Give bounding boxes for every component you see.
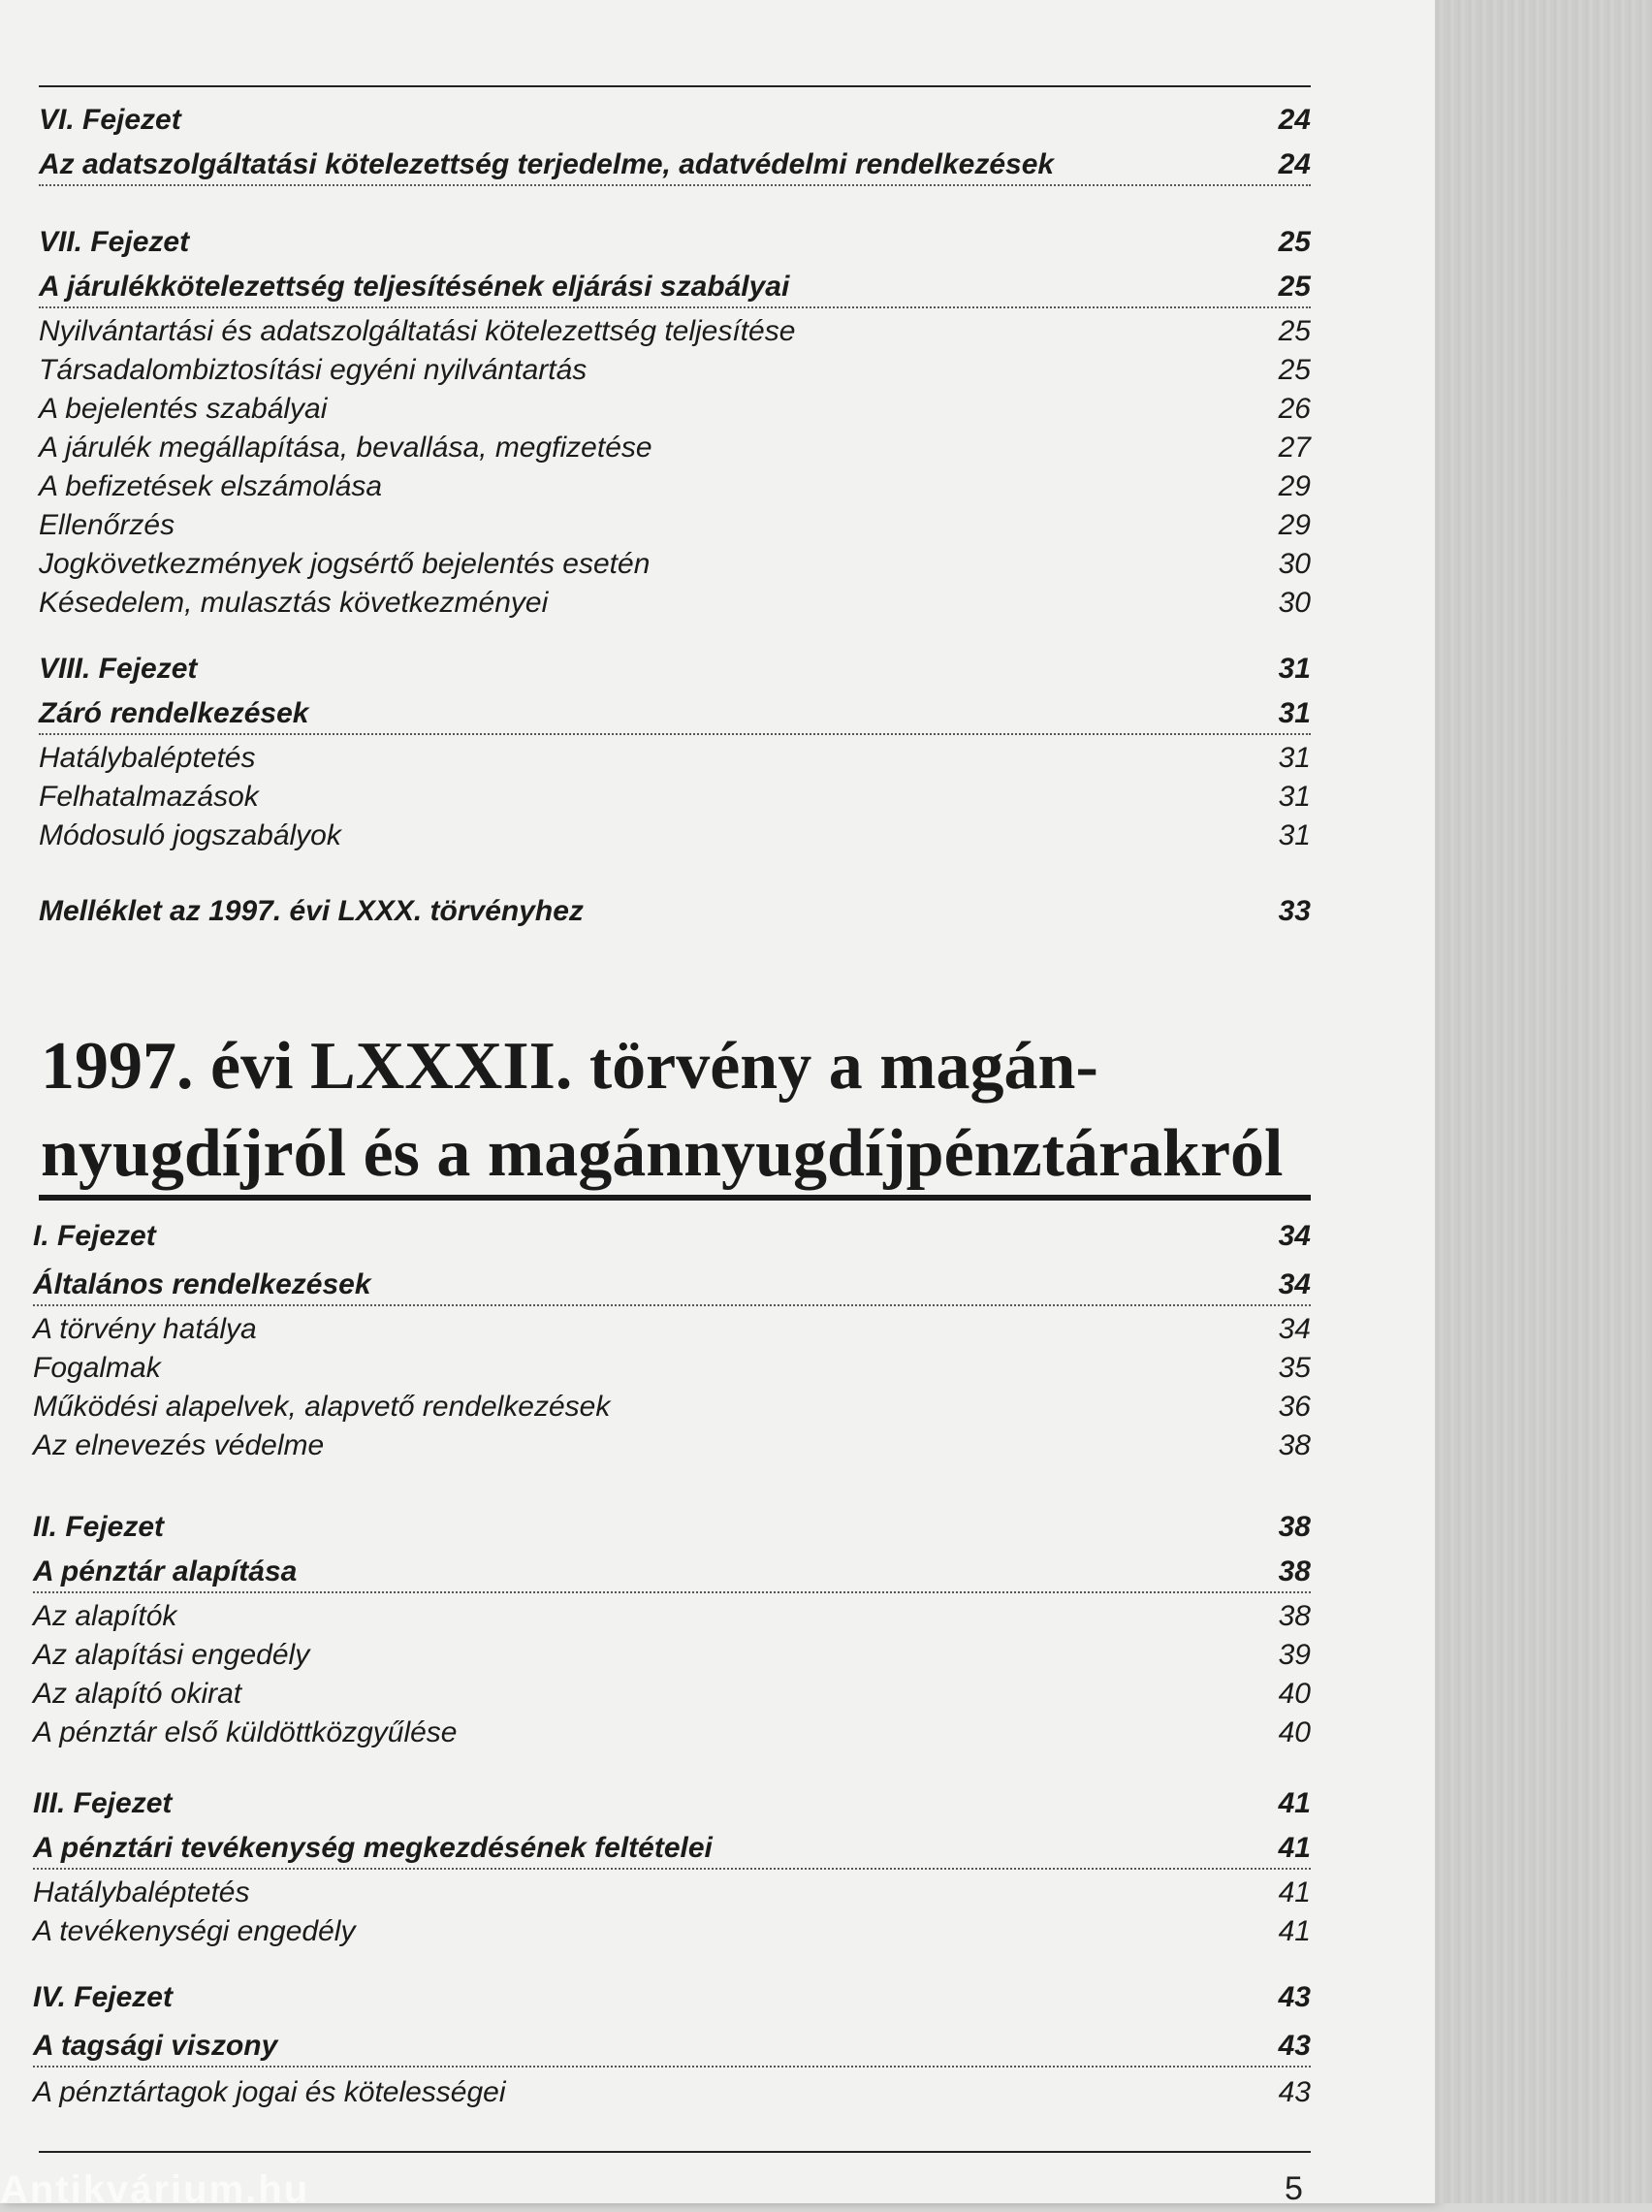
toc-entry (33, 2073, 1311, 2112)
toc-entry (33, 1874, 1311, 1912)
page-ref: 31 (1278, 653, 1311, 685)
page-ref: 34 (1278, 1268, 1311, 1300)
law-title-line-1: 1997. évi LXXXII. törvény a magán- (41, 1029, 1098, 1104)
heading-title: Általános rendelkezések (33, 1268, 371, 1300)
page-ref: 31 (1278, 697, 1311, 729)
chapter-title: VIII. Fejezet (39, 653, 198, 685)
page-ref: 25 (1278, 354, 1311, 386)
toc-chapter-4 (33, 1978, 1311, 2112)
entry-title: Jogkövetkezmények jogsértő bejelentés esetén (39, 548, 651, 580)
toc-chapter-heading (33, 1266, 1311, 1306)
toc-chapter-label (39, 650, 1311, 689)
chapter-title: I. Fejezet (33, 1220, 156, 1252)
page-ref: 34 (1278, 1220, 1311, 1252)
page-ref: 38 (1278, 1511, 1311, 1543)
page-ref: 38 (1278, 1600, 1311, 1632)
page-ref: 24 (1278, 104, 1311, 136)
law-title (41, 1023, 1320, 1198)
page-ref: 41 (1278, 1832, 1311, 1864)
entry-title: A pénztártagok jogai és kötelességei (33, 2076, 506, 2108)
toc-chapter-heading (39, 145, 1311, 186)
heading-title: Záró rendelkezések (39, 697, 309, 729)
entry-title: A tevékenységi engedély (33, 1915, 356, 1947)
toc-entry (39, 778, 1311, 817)
entry-title: A befizetések elszámolása (39, 470, 383, 502)
toc-chapter-3 (33, 1784, 1311, 1951)
toc-entry (33, 1597, 1311, 1636)
top-rule (39, 85, 1311, 87)
page-ref: 40 (1278, 1678, 1311, 1710)
page-ref: 30 (1278, 587, 1311, 619)
toc-chapter-heading (33, 1553, 1311, 1593)
toc-entry (33, 1388, 1311, 1427)
page-ref: 31 (1278, 742, 1311, 774)
page-ref: 29 (1278, 470, 1311, 502)
annex-title: Melléklet az 1997. évi LXXX. törvényhez (39, 895, 584, 927)
toc-chapter-label (33, 1508, 1311, 1547)
toc-entry (33, 1427, 1311, 1465)
toc-chapter-1 (33, 1217, 1311, 1465)
entry-title: A járulék megállapítása, bevallása, megfizetése (39, 432, 652, 464)
toc-entry (39, 429, 1311, 467)
entry-title: Működési alapelvek, alapvető rendelkezések (33, 1391, 611, 1423)
page-ref: 25 (1278, 271, 1311, 303)
chapter-title: III. Fejezet (33, 1787, 173, 1819)
page-ref: 41 (1278, 1915, 1311, 1947)
heading-title: A pénztár alapítása (33, 1555, 298, 1587)
page-ref: 31 (1278, 819, 1311, 851)
page-ref: 35 (1278, 1352, 1311, 1384)
chapter-title: VI. Fejezet (39, 104, 181, 136)
heading-title: A pénztári tevékenység megkezdésének feltételei (33, 1832, 713, 1864)
toc-entry (39, 584, 1311, 623)
toc-entry (39, 506, 1311, 545)
bottom-rule (39, 2151, 1311, 2153)
page-ref: 24 (1278, 148, 1311, 180)
chapter-title: II. Fejezet (33, 1511, 165, 1543)
toc-annex (39, 892, 1311, 931)
entry-title: Az alapítási engedély (33, 1639, 310, 1671)
page-ref: 26 (1278, 393, 1311, 425)
toc-chapter-label (33, 1978, 1311, 2017)
entry-title: A pénztár első küldöttközgyűlése (33, 1716, 458, 1748)
toc-chapter-label (33, 1784, 1311, 1823)
entry-title: Fogalmak (33, 1352, 161, 1384)
title-underline (39, 1195, 1311, 1201)
page-ref: 30 (1278, 548, 1311, 580)
entry-title: Hatálybaléptetés (33, 1876, 250, 1908)
toc-entry (39, 467, 1311, 506)
toc-chapter-6 (39, 101, 1311, 186)
page-ref: 25 (1278, 315, 1311, 347)
entry-title: Az alapító okirat (33, 1678, 242, 1710)
page-ref: 25 (1278, 226, 1311, 258)
entry-title: Módosuló jogszabályok (39, 819, 341, 851)
toc-chapter-label (39, 223, 1311, 262)
toc-entry (33, 1636, 1311, 1675)
toc-chapter-heading (33, 1829, 1311, 1870)
toc-entry (33, 1714, 1311, 1752)
entry-title: Késedelem, mulasztás következményei (39, 587, 549, 619)
page-ref: 27 (1278, 432, 1311, 464)
entry-title: A bejelentés szabályai (39, 393, 328, 425)
entry-title: Az alapítók (33, 1600, 177, 1632)
toc-chapter-label (39, 101, 1311, 140)
toc-chapter-7 (39, 223, 1311, 623)
heading-title: A tagsági viszony (33, 2030, 278, 2062)
toc-entry (33, 1912, 1311, 1951)
page-ref: 41 (1278, 1787, 1311, 1819)
heading-title: Az adatszolgáltatási kötelezettség terjedelme, adatvédelmi rendelkezések (39, 148, 1055, 180)
entry-title: Nyilvántartási és adatszolgáltatási kötelezettség teljesítése (39, 315, 796, 347)
page-ref: 41 (1278, 1876, 1311, 1908)
page-ref: 39 (1278, 1639, 1311, 1671)
toc-entry (39, 739, 1311, 778)
entry-title: Hatálybaléptetés (39, 742, 256, 774)
chapter-title: VII. Fejezet (39, 226, 190, 258)
page-ref: 36 (1278, 1391, 1311, 1423)
toc-entry (39, 351, 1311, 390)
entry-title: Az elnevezés védelme (33, 1429, 325, 1461)
page-ref: 34 (1278, 1313, 1311, 1345)
page-ref: 43 (1278, 2076, 1311, 2108)
toc-chapter-heading (39, 268, 1311, 308)
entry-title: A törvény hatálya (33, 1313, 257, 1345)
toc-entry (33, 1349, 1311, 1388)
page-ref: 33 (1278, 895, 1311, 927)
toc-entry (33, 1310, 1311, 1349)
toc-chapter-heading (39, 694, 1311, 735)
watermark-stamp: Antikvárium.hu (0, 2168, 310, 2211)
page-ref: 29 (1278, 509, 1311, 541)
toc-chapter-2 (33, 1508, 1311, 1752)
page-ref: 43 (1278, 1981, 1311, 2013)
page-ref: 38 (1278, 1555, 1311, 1587)
page-ref: 38 (1278, 1429, 1311, 1461)
page-ref: 43 (1278, 2030, 1311, 2062)
toc-entry (33, 1675, 1311, 1714)
entry-title: Társadalombiztosítási egyéni nyilvántartás (39, 354, 588, 386)
law-title-line-2: nyugdíjról és a magánnyugdíjpénztárakról (41, 1116, 1284, 1191)
heading-title: A járulékkötelezettség teljesítésének eljárási szabályai (39, 271, 790, 303)
toc-chapter-heading (33, 2027, 1311, 2068)
background-surface (1435, 0, 1652, 2203)
page-ref: 40 (1278, 1716, 1311, 1748)
toc-chapter-8 (39, 650, 1311, 855)
entry-title: Ellenőrzés (39, 509, 175, 541)
toc-annex-entry (39, 892, 1311, 931)
page-ref: 31 (1278, 781, 1311, 813)
toc-entry (39, 312, 1311, 351)
chapter-title: IV. Fejezet (33, 1981, 173, 2013)
toc-entry (39, 817, 1311, 855)
toc-entry (39, 390, 1311, 429)
page-number: 5 (1285, 2170, 1303, 2207)
toc-entry (39, 545, 1311, 584)
toc-chapter-label (33, 1217, 1311, 1256)
entry-title: Felhatalmazások (39, 781, 259, 813)
